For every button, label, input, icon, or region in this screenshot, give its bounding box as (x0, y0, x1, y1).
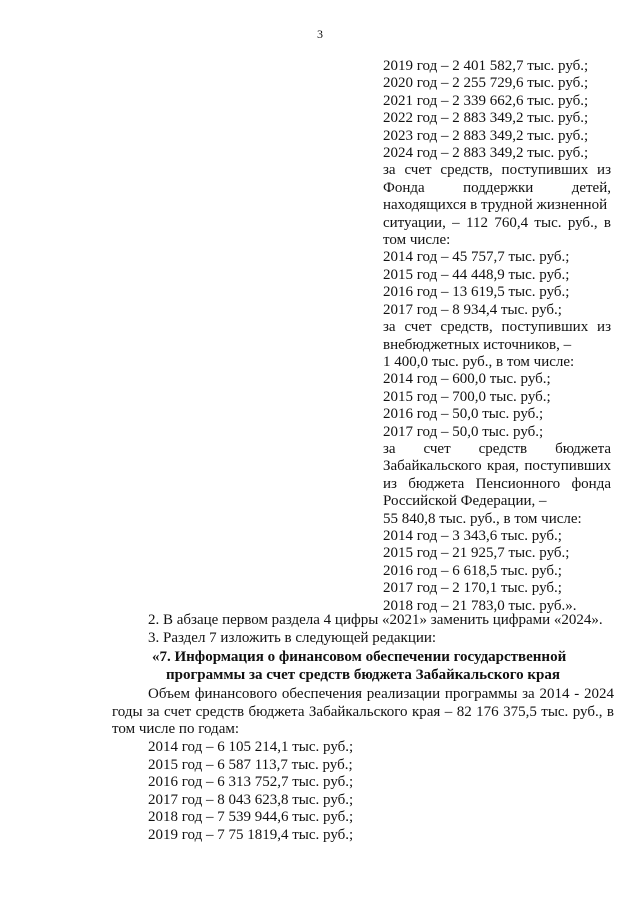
section-heading-line-1: «7. Информация о финансовом обеспечении государственной (152, 649, 567, 665)
year-line: 2014 год – 6 105 214,1 тыс. руб.; (148, 739, 354, 755)
right-column-line: 2014 год – 600,0 тыс. руб.; (383, 371, 551, 388)
right-column-line: 2017 год – 50,0 тыс. руб.; (383, 423, 544, 440)
year-line: 2018 год – 7 539 944,6 тыс. руб.; (148, 809, 354, 826)
year-line: 2015 год – 6 587 113,7 тыс. руб.; (148, 756, 353, 773)
funding-paragraph: Объем финансового обеспечения реализации программы за 2014 - 2024 годы за счет средств бюджета Забайкальского края – 82 176 375,5 тыс. руб., в том числе по годам: (112, 686, 614, 738)
right-column-line: из бюджета Пенсионного фонда (383, 475, 611, 492)
years-list (112, 739, 640, 845)
year-line: 2016 год – 6 313 752,7 тыс. руб.; (148, 774, 354, 791)
right-column-line: за счет средств, поступивших из (383, 162, 611, 179)
right-column-line: Забайкальского края, поступивших (383, 458, 611, 475)
item-3 (112, 630, 614, 648)
right-column-line: 2022 год – 2 883 349,2 тыс. руб.; (383, 110, 589, 127)
item-3-text: 3. Раздел 7 изложить в следующей редакции: (148, 630, 437, 646)
right-column-line: внебюджетных источников, – (383, 336, 572, 353)
year-line: 2017 год – 8 043 623,8 тыс. руб.; (148, 791, 354, 808)
right-column-line: 2015 год – 21 925,7 тыс. руб.; (383, 545, 570, 562)
right-column-line: 1 400,0 тыс. руб., в том числе: (383, 353, 575, 370)
section-heading-line-2: программы за счет средств бюджета Забайкальского края (165, 666, 560, 683)
year-line: 2019 год – 7 75 1819,4 тыс. руб.; (148, 826, 354, 843)
right-column-line: 2015 год – 700,0 тыс. руб.; (383, 388, 551, 405)
item-2-text: 2. В абзаце первом раздела 4 цифры «2021» заменить цифрами «2024». (148, 612, 603, 628)
section-heading (112, 649, 614, 684)
right-column-line: 2016 год – 13 619,5 тыс. руб.; (383, 284, 570, 301)
page-number: 3 (317, 27, 323, 41)
item-2 (112, 612, 614, 630)
right-column-line: 2018 год – 21 783,0 тыс. руб.». (383, 597, 577, 614)
right-column-line: находящихся в трудной жизненной (383, 197, 608, 214)
right-column-line: 2016 год – 50,0 тыс. руб.; (383, 406, 544, 423)
right-column-line: 2014 год – 45 757,7 тыс. руб.; (383, 249, 570, 266)
right-column-line: 2014 год – 3 343,6 тыс. руб.; (383, 527, 562, 544)
right-column-line: 2024 год – 2 883 349,2 тыс. руб.; (383, 145, 589, 162)
right-column-line: 2015 год – 44 448,9 тыс. руб.; (383, 266, 570, 283)
right-column-line: том числе: (383, 232, 451, 249)
right-column-line: Фонда поддержки детей, (383, 179, 611, 196)
right-column-line: ситуации, – 112 760,4 тыс. руб., в (383, 214, 611, 231)
right-column-line: за счет средств бюджета (383, 440, 611, 457)
right-column-line: Российской Федерации, – (383, 493, 547, 510)
right-column-line: 2016 год – 6 618,5 тыс. руб.; (383, 562, 562, 579)
right-column-text (383, 58, 611, 615)
right-column-line: 2017 год – 2 170,1 тыс. руб.; (383, 580, 562, 597)
right-column-line: 2023 год – 2 883 349,2 тыс. руб.; (383, 127, 589, 144)
right-column-line: 2021 год – 2 339 662,6 тыс. руб.; (383, 92, 589, 109)
right-column-line: за счет средств, поступивших из (383, 319, 611, 336)
right-column-line: 2020 год – 2 255 729,6 тыс. руб.; (383, 75, 589, 92)
right-column-line: 2017 год – 8 934,4 тыс. руб.; (383, 301, 562, 318)
right-column-line: 2019 год – 2 401 582,7 тыс. руб.; (383, 58, 589, 74)
right-column-line: 55 840,8 тыс. руб., в том числе: (383, 510, 582, 527)
